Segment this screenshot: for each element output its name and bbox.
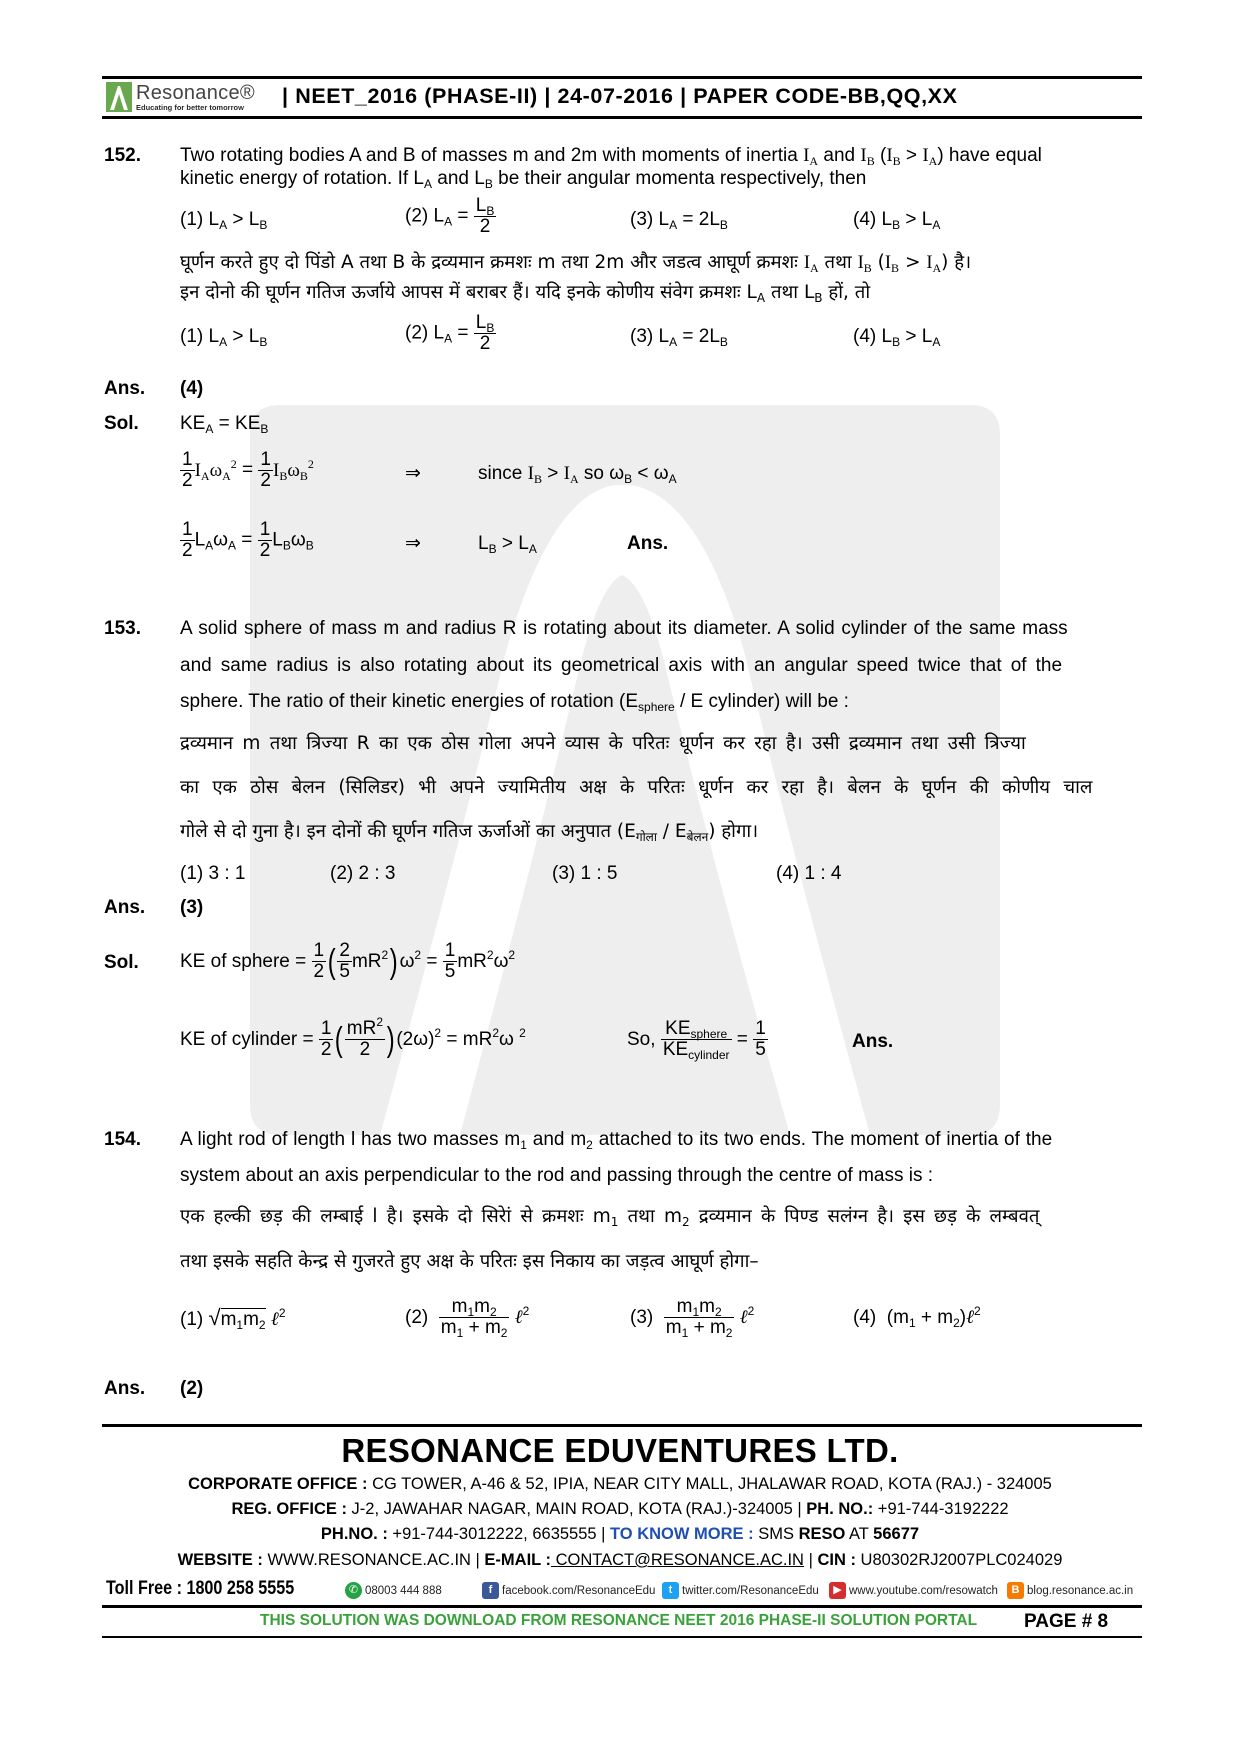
q152-english-line-2: kinetic energy of rotation. If $L_A$ and $L_B$ be their angular momenta respectively, then — [180, 168, 867, 191]
q152-english-line-1: Two rotating bodies A and B of masses m and 2m with moments of inertia $I_A$ and $I_B$ $(I_B > I_A)$ have equal — [180, 145, 1042, 168]
question-number-153: 153. — [104, 618, 141, 639]
q154-option-2: (2) $\frac{m_1m_2}{m_1 + m_2}$ ℓ$^2$ — [405, 1296, 530, 1341]
q152-option-4: (4) $L_B > L_A$ — [853, 209, 941, 232]
social-links — [102, 1578, 1142, 1602]
toll-free: Toll Free : 1800 258 5555 — [106, 1578, 295, 1599]
q152-option-3: (3) $L_A = 2L_B$ — [630, 209, 728, 232]
q152-hindi-option-4: (4) $L_B > L_A$ — [853, 326, 941, 349]
q152-sol-line-2: $\frac{1}{2}$ $I_A\omega_A^2$ = $\frac{1}{2}$ $I_B\omega_B^2$ — [182, 449, 314, 491]
q153-sol-ans: Ans. — [852, 1031, 894, 1052]
q152-hindi-line-1: घूर्णन करते हुए दो पिंडो A तथा B के द्रव्यमान क्रमशः m तथा 2m और जडत्व आघूर्ण क्रमशः $I_A$ तथा $I_B$ $(I_B > I_A)$ है। — [180, 252, 972, 275]
portal-notice: THIS SOLUTION WAS DOWNLOAD FROM RESONANCE NEET 2016 PHASE-II SOLUTION PORTAL — [260, 1612, 978, 1629]
q153-option-4: (4) 1 : 4 — [776, 863, 842, 884]
q152-option-2: (2) $L_A$ = $\frac{L_B}{2}$ — [405, 195, 495, 237]
q154-english-line-2: system about an axis perpendicular to the rod and passing through the centre of mass is : — [180, 1165, 934, 1186]
blog-icon: B — [1007, 1582, 1024, 1599]
twitter-link[interactable]: t twitter.com/ResonanceEdu — [662, 1582, 819, 1599]
q153-sol-label: Sol. — [104, 952, 139, 973]
footer-mid-rule — [102, 1605, 1142, 1608]
q152-sol-result: $L_B > L_A$ — [478, 533, 537, 556]
question-number-154: 154. — [104, 1129, 141, 1150]
q152-implies-1: ⇒ — [405, 463, 421, 484]
q152-hindi-option-1: (1) $L_A > L_B$ — [180, 326, 268, 349]
resonance-logo — [106, 82, 266, 114]
q154-hindi-line-1: एक हल्की छड़ की लम्बाई l है। इसके दो सिरेां से क्रमशः $m_1$ तथा $m_2$ द्रव्यमान के पिण्ड सलंग्न है। इस छड़ के लम्बवत् — [180, 1206, 1040, 1229]
q153-hindi-line-2: का एक ठोस बेलन (सिलिडर) भी अपने ज्यामितीय अक्ष के परितः धूर्णन कर रहा है। बेलन के घूर्णन की कोणीय चाल — [180, 777, 1093, 798]
registered-office: REG. OFFICE : J-2, JAWAHAR NAGAR, MAIN ROAD, KOTA (RAJ.)-324005 | PH. NO.: +91-744-3192222 — [231, 1500, 1009, 1518]
question-number-152: 152. — [104, 145, 141, 166]
page-number: PAGE # 8 — [1024, 1611, 1109, 1632]
q154-option-1: (1) $√m_1m_2$ ℓ$^2$ — [180, 1305, 286, 1332]
q152-hindi-option-2: (2) $L_A$ = $\frac{L_B}{2}$ — [405, 312, 495, 354]
q152-hindi-line-2: इन दोनो की घूर्णन गतिज ऊर्जाये आपस में बराबर हैं। यदि इनके कोणीय संवेग क्रमशः $L_A$ तथा $L_B$ हों, तो — [180, 282, 871, 305]
youtube-icon: ▶ — [829, 1582, 846, 1599]
phone-line: PH.NO. : +91-744-3012222, 6635555 | TO KNOW MORE : SMS RESO AT 56677 — [320, 1525, 920, 1543]
q153-option-3: (3) 1 : 5 — [552, 863, 618, 884]
q153-hindi-line-3: गोले से दो गुना है। इन दोनों की घूर्णन गतिज ऊर्जाओं का अनुपात $(E_{गोला} / E_{बेलन})$ होगा। — [180, 821, 759, 844]
q153-option-1: (1) 3 : 1 — [180, 863, 246, 884]
q152-sol-ans: Ans. — [627, 533, 669, 554]
q153-ratio: So, $\frac{KE_{sphere}}{KE_{cylinder}}$ = $\frac{1}{5}$ — [627, 1018, 766, 1063]
q154-english-line-1: A light rod of length l has two masses $m_1$ and $m_2$ attached to its two ends. The moment of inertia of the — [180, 1129, 1053, 1152]
q153-english-line-2: and same radius is also rotating about its geometrical axis with an angular speed twice that of the — [180, 655, 1063, 676]
q152-sol-line-3: $\frac{1}{2}$ $L_A\omega_A$ = $\frac{1}{2}$ $L_B\omega_B$ — [182, 519, 314, 561]
header-bottom-rule — [102, 116, 1142, 119]
web-email-line: WEBSITE : WWW.RESONANCE.AC.IN | E-MAIL : CONTACT@RESONANCE.AC.IN | CIN : U80302RJ2007PLC024029 — [177, 1551, 1063, 1569]
corporate-office: CORPORATE OFFICE : CG TOWER, A-46 & 52, IPIA, NEAR CITY MALL, JHALAWAR ROAD, KOTA (RAJ.) - 324005 — [188, 1475, 1052, 1493]
header-top-rule — [102, 76, 1142, 79]
q153-ke-sphere: KE of sphere = $\frac{1}{2}$ ( $\frac{2}{5}$ $mR^2)\omega^2$ = $\frac{1}{5}$ $mR^2\omega^2$ — [180, 940, 516, 983]
q152-implies-2: ⇒ — [405, 533, 421, 554]
q152-hindi-option-3: (3) $L_A = 2L_B$ — [630, 326, 728, 349]
whatsapp-icon: ✆ — [345, 1582, 362, 1599]
q152-sol-line-1: $KE_A = KE_B$ — [180, 413, 269, 436]
q153-hindi-line-1: द्रव्यमान m तथा त्रिज्या R का एक ठोस गोला अपने व्यास के परितः धूर्णन कर रहा है। उसी द्रव्यमान तथा उसी त्रिज्या — [180, 733, 1026, 754]
youtube-link[interactable]: ▶ www.youtube.com/resowatch — [829, 1582, 998, 1599]
whatsapp-link[interactable]: ✆ 08003 444 888 — [345, 1582, 442, 1599]
q152-ans-label: Ans. — [104, 378, 146, 399]
q154-option-4: (4) ($m_1$ + $m_2)\ell^2$ — [853, 1304, 981, 1330]
q154-ans-label: Ans. — [104, 1378, 146, 1399]
footer-top-rule — [102, 1424, 1142, 1427]
company-name: RESONANCE EDUVENTURES LTD. — [341, 1432, 899, 1469]
q154-answer: (2) — [180, 1378, 204, 1399]
logo-tagline: Educating for better tomorrow — [136, 103, 244, 112]
q153-english-line-1: A solid sphere of mass m and radius R is rotating about its diameter. A solid cylinder of the same mass — [180, 618, 1068, 639]
q154-hindi-line-2: तथा इसके सहति केन्द्र से गुजरते हुए अक्ष के परितः इस निकाय का जड़त्व आघूर्ण होगा– — [180, 1251, 759, 1272]
blog-link[interactable]: B blog.resonance.ac.in — [1007, 1582, 1133, 1599]
facebook-link[interactable]: f facebook.com/ResonanceEdu — [482, 1582, 655, 1599]
website-link[interactable]: WWW.RESONANCE.AC.IN | — [262, 1551, 485, 1569]
q152-sol-label: Sol. — [104, 413, 139, 434]
q152-answer: (4) — [180, 378, 204, 399]
logo-mark-icon — [106, 82, 132, 112]
email-link[interactable]: CONTACT@RESONANCE.AC.IN — [551, 1551, 804, 1569]
q154-option-3: (3) $\frac{m_1m_2}{m_1 + m_2}$ ℓ$^2$ — [630, 1296, 755, 1341]
twitter-icon: t — [662, 1582, 679, 1599]
q153-ans-label: Ans. — [104, 897, 146, 918]
footer-bottom-rule — [102, 1636, 1142, 1638]
q153-option-2: (2) 2 : 3 — [330, 863, 396, 884]
facebook-icon: f — [482, 1582, 499, 1599]
logo-name: Resonance® — [136, 82, 255, 104]
q153-english-line-3: sphere. The ratio of their kinetic energies of rotation ($E_{sphere}$ / E cylinder) will be : — [180, 691, 849, 714]
q153-answer: (3) — [180, 897, 204, 918]
q152-sol-since: since $I_B > I_A$ so $\omega_B < \omega_A$ — [478, 463, 677, 486]
q153-ke-cylinder: KE of cylinder = $\frac{1}{2}$ ( $\frac{mR^2}{2}$ )$(2\omega)^2 = mR^2\omega$ $^2$ — [180, 1015, 526, 1061]
header-title: | NEET_2016 (PHASE-II) | 24-07-2016 | PAPER CODE-BB,QQ,XX — [282, 84, 958, 108]
q152-option-1: (1) $L_A > L_B$ — [180, 209, 268, 232]
page-header — [102, 76, 1142, 120]
